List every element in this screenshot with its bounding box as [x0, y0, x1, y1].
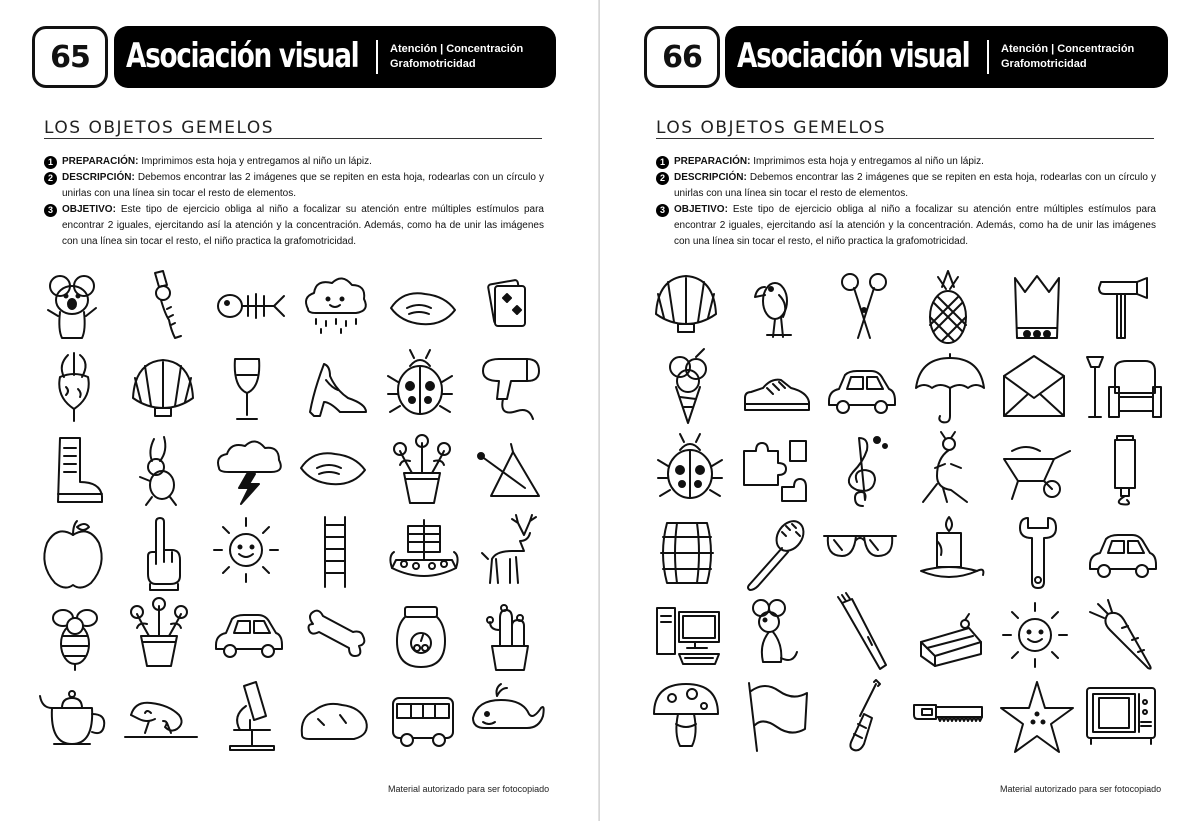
triangle-instrument-icon[interactable]	[471, 430, 551, 510]
microwave-icon[interactable]	[1081, 674, 1161, 754]
fish-bone-icon[interactable]	[210, 266, 290, 346]
saw-icon[interactable]	[908, 677, 988, 757]
glue-icon[interactable]	[1085, 430, 1165, 510]
skill-tag: Grafomotricidad	[1001, 58, 1087, 70]
ladybug-icon[interactable]	[380, 346, 460, 426]
rabbit-icon[interactable]	[120, 431, 200, 511]
instruction-label: PREPARACIÓN:	[674, 156, 751, 167]
barrel-icon[interactable]	[647, 513, 727, 593]
instruction-item	[44, 170, 544, 202]
toothbrush-icon[interactable]	[822, 593, 902, 673]
instruction-item	[44, 154, 544, 170]
title-bar	[725, 26, 1168, 88]
instruction-text: Debemos encontrar las 2 imágenes que se repiten en esta hoja, rodearlas con un círculo y unirlas con una línea sin tocar el resto de elementos.	[674, 172, 1156, 199]
car-icon[interactable]	[1082, 513, 1162, 593]
pointing-hand-icon[interactable]	[122, 514, 202, 594]
pineapple-icon[interactable]	[908, 267, 988, 347]
page-66	[600, 0, 1200, 821]
step-marker: 3	[656, 204, 669, 217]
title-separator	[987, 40, 989, 74]
carrot-icon[interactable]	[1084, 596, 1164, 676]
step-marker: 2	[656, 172, 669, 185]
boot-icon[interactable]	[36, 430, 116, 510]
brush-icon[interactable]	[736, 514, 816, 594]
mushroom-icon[interactable]	[646, 674, 726, 754]
instruction-label: PREPARACIÓN:	[62, 156, 139, 167]
microscope-icon[interactable]	[210, 676, 290, 756]
viking-ship-icon[interactable]	[384, 512, 464, 592]
cactus-icon[interactable]	[470, 596, 550, 676]
instructions	[656, 154, 1156, 250]
instruction-text: Debemos encontrar las 2 imágenes que se repiten en esta hoja, rodearlas con un círculo y unirlas con una línea sin tocar el resto de elementos.	[62, 172, 544, 199]
sneaker-icon[interactable]	[737, 348, 817, 428]
instruction-item	[44, 202, 544, 250]
instruction-text: Este tipo de ejercicio obliga al niño a focalizar su atención entre múltiples estímulos para encontrar 2 iguales, ejercitando así la atención y la concentración. Además, como ha de unir las imágenes con una línea sin tocar el resto, el niño practica la grafomotricidad.	[674, 204, 1156, 247]
section-title: LOS OBJETOS GEMELOS	[44, 118, 275, 138]
instruction-label: OBJETIVO:	[62, 204, 116, 215]
pillow-icon[interactable]	[383, 268, 463, 348]
mouse-icon[interactable]	[733, 592, 813, 672]
starfish-icon[interactable]	[997, 678, 1077, 758]
cake-icon[interactable]	[911, 594, 991, 674]
screwdriver-icon[interactable]	[824, 676, 904, 756]
instruction-text: Este tipo de ejercicio obliga al niño a focalizar su atención entre múltiples estímulos para encontrar 2 iguales, ejercitando así la atención y la concentración. Además, como ha de unir las imágenes con una línea sin tocar el resto, el niño practica la grafomotricidad.	[62, 204, 544, 247]
jam-jar-icon[interactable]	[381, 595, 461, 675]
car-icon[interactable]	[208, 593, 288, 673]
instruction-item	[656, 170, 1156, 202]
page-number: 66	[644, 26, 720, 88]
deer-icon[interactable]	[468, 513, 548, 593]
playing-cards-icon[interactable]	[467, 264, 547, 344]
crown-icon[interactable]	[997, 268, 1077, 348]
hair-dryer-icon[interactable]	[469, 347, 549, 427]
page-number: 65	[32, 26, 108, 88]
step-marker: 1	[656, 156, 669, 169]
footer-note: Material autorizado para ser fotocopiado	[1000, 784, 1162, 794]
ladybug-icon[interactable]	[650, 430, 730, 510]
flower-pot-icon[interactable]	[119, 592, 199, 672]
skill-tags	[390, 42, 523, 72]
skill-tags	[1001, 42, 1134, 72]
instruction-label: OBJETIVO:	[674, 204, 728, 215]
sunglasses-icon[interactable]	[820, 510, 900, 590]
skill-tag: Grafomotricidad	[390, 58, 476, 70]
computer-icon[interactable]	[649, 596, 729, 676]
step-marker: 1	[44, 156, 57, 169]
bus-icon[interactable]	[383, 678, 463, 758]
title-bar	[114, 26, 556, 88]
whale-icon[interactable]	[467, 674, 547, 754]
rain-cloud-icon[interactable]	[294, 267, 374, 347]
high-heel-icon[interactable]	[296, 350, 376, 430]
envelope-icon[interactable]	[994, 346, 1074, 426]
armchair-lamp-icon[interactable]	[1083, 347, 1163, 427]
footer-note: Material autorizado para ser fotocopiado	[388, 784, 550, 794]
apple-icon[interactable]	[33, 513, 113, 593]
ice-cream-icon[interactable]	[648, 347, 728, 427]
pillow-icon[interactable]	[293, 428, 373, 508]
rock-icon[interactable]	[294, 677, 374, 757]
sun-icon[interactable]	[995, 595, 1075, 675]
objects-grid	[648, 266, 1168, 766]
watch-icon[interactable]	[121, 265, 201, 345]
instructions	[44, 154, 544, 250]
flower-pot-icon[interactable]	[382, 429, 462, 509]
umbrella-icon[interactable]	[910, 350, 990, 430]
instruction-text: Imprimimos esta hoja y entregamos al niño un lápiz.	[750, 156, 984, 167]
scissors-icon[interactable]	[824, 266, 904, 346]
storm-cloud-icon[interactable]	[209, 432, 289, 512]
hammer-icon[interactable]	[1081, 264, 1161, 344]
koala-icon[interactable]	[32, 264, 112, 344]
ladder-icon[interactable]	[295, 511, 375, 591]
kangaroo-icon[interactable]	[907, 428, 987, 508]
instruction-text: Imprimimos esta hoja y entregamos al niño un lápiz.	[138, 156, 372, 167]
skill-tag: Atención | Concentración	[390, 43, 524, 55]
objects-grid	[34, 266, 554, 766]
chameleon-icon[interactable]	[121, 675, 201, 755]
instruction-item	[656, 202, 1156, 250]
parrot-icon[interactable]	[735, 265, 815, 345]
section-title: LOS OBJETOS GEMELOS	[656, 118, 887, 138]
section-rule	[656, 138, 1154, 139]
shell-icon[interactable]	[123, 348, 203, 428]
treble-clef-icon[interactable]	[823, 432, 903, 512]
step-marker: 3	[44, 204, 57, 217]
skill-tag: Atención | Concentración	[1001, 43, 1135, 55]
instruction-label: DESCRIPCIÓN:	[674, 172, 747, 183]
page-title: Asociación visual	[737, 36, 970, 76]
wine-glass-icon[interactable]	[207, 349, 287, 429]
title-separator	[376, 40, 378, 74]
wheelbarrow-icon[interactable]	[996, 429, 1076, 509]
car-icon[interactable]	[821, 349, 901, 429]
candle-icon[interactable]	[909, 511, 989, 591]
instruction-label: DESCRIPCIÓN:	[62, 172, 135, 183]
beet-icon[interactable]	[34, 347, 114, 427]
step-marker: 2	[44, 172, 57, 185]
teapot-icon[interactable]	[32, 674, 112, 754]
section-rule	[44, 138, 542, 139]
sun-icon[interactable]	[206, 510, 286, 590]
bone-icon[interactable]	[297, 594, 377, 674]
instruction-item	[656, 154, 1156, 170]
shell-icon[interactable]	[646, 264, 726, 344]
puzzle-icon[interactable]	[734, 431, 814, 511]
bee-icon[interactable]	[35, 596, 115, 676]
flag-icon[interactable]	[735, 675, 815, 755]
page-title: Asociación visual	[126, 36, 359, 76]
wrench-icon[interactable]	[998, 512, 1078, 592]
